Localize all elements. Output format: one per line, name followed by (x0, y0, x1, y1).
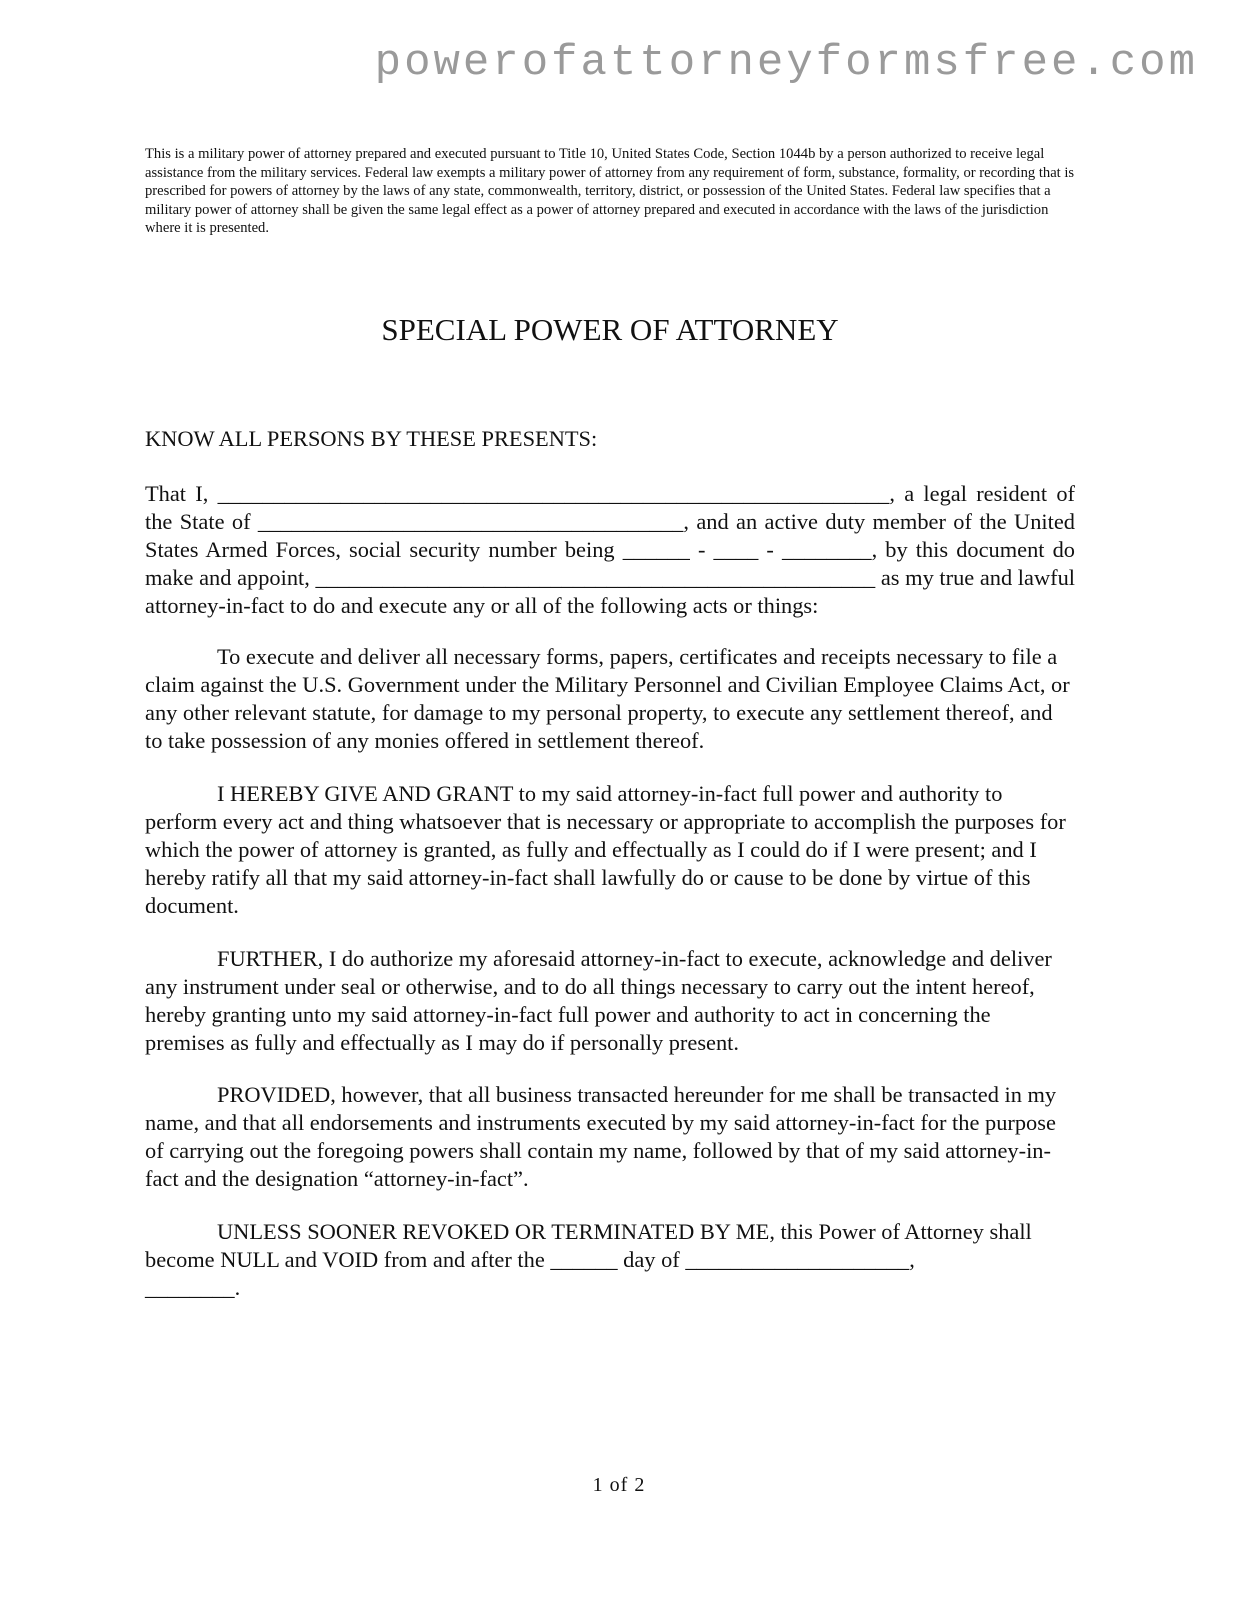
termination-month-field[interactable]: ____________________ (685, 1247, 910, 1272)
ssn-part-3-field[interactable]: ________ (782, 537, 872, 562)
appointment-text: , and an active duty member of the United States Armed Forces, social security number being (145, 509, 1075, 562)
military-poa-notice: This is a military power of attorney prepared and executed pursuant to Title 10, United States Code, Section 1044b by a person authorized to receive legal assistance from the military services. Federal law exempts a military power of attorney from any requirement of form, substance, formality, or recording that is prescribed for powers of attorney by the laws of any state, commonwealth, territory, district, or possession of the United States. Federal law specifies that a military power of attorney shall be given the same legal effect as a power of attorney prepared and executed in accordance with the laws of the jurisdiction where it is presented. (145, 146, 1075, 236)
page-number: 1 of 2 (592, 1474, 646, 1496)
provided-paragraph: PROVIDED, however, that all business transacted hereunder for me shall be transacted in my name, and that all endorsements and instruments executed by my said attorney-in-fact for the purpose of carrying out the foregoing powers shall contain my name, followed by that of my said attorney-in-fact and the designation “attorney-in-fact”. (145, 1082, 1057, 1191)
termination-text: UNLESS SOONER REVOKED OR TERMINATED BY ME, this Power of Attorney shall become NULL and VOID from and after the (145, 1219, 1032, 1272)
termination-day-field[interactable]: ______ (550, 1247, 618, 1272)
document-title: SPECIAL POWER OF ATTORNEY (381, 312, 839, 347)
appointment-text: That I, (145, 481, 218, 506)
principal-name-field[interactable]: ____________________________________________________________ (217, 481, 890, 506)
appointment-text: as my true and lawful attorney-in-fact to do and execute any or all of the following acts or things: (145, 565, 1075, 618)
claims-paragraph: To execute and deliver all necessary forms, papers, certificates and receipts necessary to file a claim against the U.S. Government under the Military Personnel and Civilian Employee Claims Act, or any other relevant statute, for damage to my personal property, to execute any settlement thereof, and to take possession of any monies offered in settlement thereof. (145, 644, 1070, 753)
ssn-part-2-field[interactable]: ____ (713, 537, 759, 562)
ssn-separator: - (758, 537, 782, 562)
termination-paragraph (145, 1218, 1075, 1302)
ssn-separator: - (689, 537, 714, 562)
grant-paragraph: I HEREBY GIVE AND GRANT to my said attorney-in-fact full power and authority to perform every act and thing whatsoever that is necessary or appropriate to accomplish the purposes for which the power of attorney is granted, as fully and effectually as I could do if I were present; and I hereby ratify all that my said attorney-in-fact shall lawfully do or cause to be done by virtue of this document. (145, 781, 1066, 918)
know-all-persons-heading: KNOW ALL PERSONS BY THESE PRESENTS: (145, 426, 598, 451)
termination-text: . (234, 1275, 241, 1300)
termination-year-field[interactable]: ________ (145, 1275, 235, 1300)
further-paragraph: FURTHER, I do authorize my aforesaid attorney-in-fact to execute, acknowledge and deliver any instrument under seal or otherwise, and to do all things necessary to carry out the intent hereof, hereby granting unto my said attorney-in-fact full power and authority to act in concerning the premises as fully and effectually as I may do if personally present. (145, 946, 1052, 1055)
state-field[interactable]: ______________________________________ (257, 509, 684, 534)
termination-text: day of (617, 1247, 686, 1272)
attorney-in-fact-name-field[interactable]: __________________________________________________ (315, 565, 876, 590)
watermark: powerofattorneyformsfree.com (374, 38, 1198, 88)
appointment-paragraph (145, 480, 1075, 620)
appointment-text: , a legal resident of the State of (145, 481, 1075, 534)
termination-text: , (909, 1247, 915, 1272)
appointment-text: , by this document do make and appoint, (145, 537, 1076, 590)
ssn-part-1-field[interactable]: ______ (622, 537, 690, 562)
